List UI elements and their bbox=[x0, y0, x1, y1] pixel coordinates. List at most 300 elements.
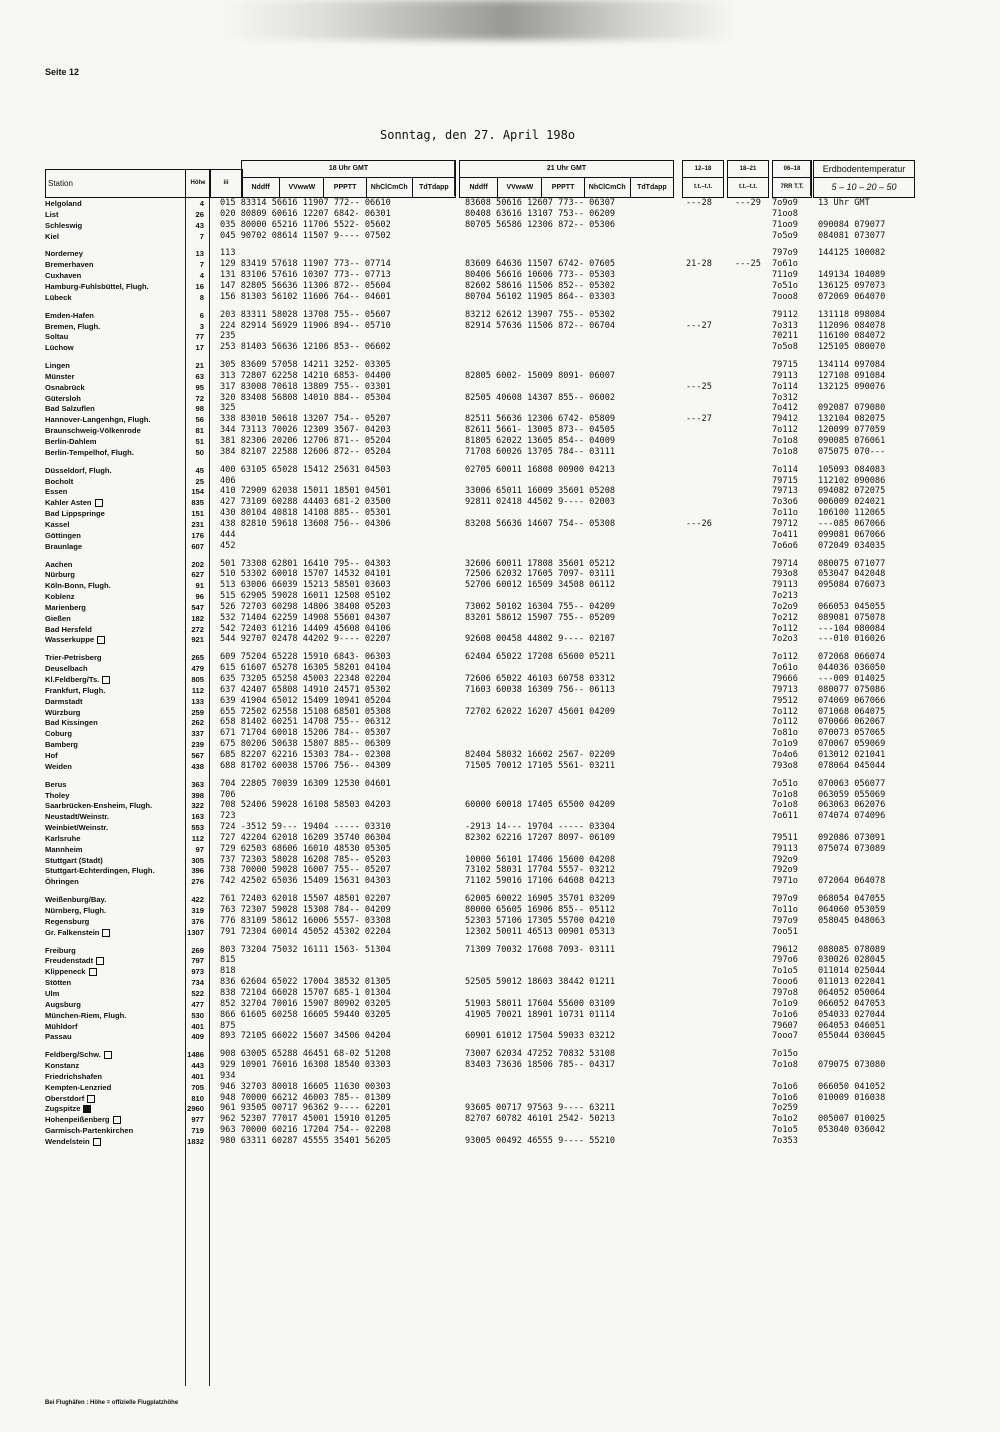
table-row bbox=[0, 321, 1000, 332]
station-name bbox=[45, 613, 71, 624]
cell-g1: 836 62604 65022 17004 38532 01305 bbox=[220, 977, 391, 988]
cell-d: 066050 041052 bbox=[818, 1081, 886, 1092]
table-row bbox=[0, 728, 1000, 739]
mountain-station-box-icon bbox=[87, 1095, 95, 1103]
cell-d: 092086 073091 bbox=[818, 832, 886, 843]
cell-g2: 52706 60012 16509 34508 06112 bbox=[465, 580, 616, 591]
cell-g1: 325 bbox=[220, 403, 236, 414]
cell-d: 106100 112065 bbox=[818, 508, 886, 519]
cell-c: 79714 bbox=[772, 558, 798, 569]
station-name bbox=[45, 1010, 126, 1021]
cell-g2: 92811 02418 44502 9---- 02003 bbox=[465, 497, 616, 508]
cell-c: 7o11o bbox=[772, 508, 798, 519]
cell-g2: 51903 58011 17604 55600 03109 bbox=[465, 998, 616, 1009]
table-row bbox=[0, 779, 1000, 790]
cell-g1: 708 52406 59028 16108 58503 04203 bbox=[220, 800, 391, 811]
cell-hohe: 6 bbox=[199, 310, 204, 320]
table-row bbox=[0, 198, 1000, 209]
station-name-text: Marienberg bbox=[45, 602, 86, 612]
station-name-text: Emden-Hafen bbox=[45, 310, 94, 320]
cell-d: 053047 042048 bbox=[818, 569, 886, 580]
cell-d: 149134 104089 bbox=[818, 270, 886, 281]
station-name bbox=[45, 1071, 102, 1082]
cell-hohe: 176 bbox=[191, 530, 204, 540]
station-name-text: Bremerhaven bbox=[45, 260, 94, 270]
cell-g1: 147 82805 56636 11306 872-- 05604 bbox=[220, 280, 391, 291]
cell-c: 79113 bbox=[772, 370, 798, 381]
cell-c: 7o5o8 bbox=[772, 342, 798, 353]
table-row bbox=[0, 822, 1000, 833]
station-name bbox=[45, 486, 67, 497]
erdboden-depths: 5 – 10 – 20 – 50 bbox=[831, 182, 897, 192]
station-name bbox=[45, 811, 109, 822]
station-name bbox=[45, 198, 82, 209]
cell-d: 013012 021041 bbox=[818, 749, 886, 760]
cell-g1: 704 22805 70039 16309 12530 04601 bbox=[220, 778, 391, 789]
cell-g1: 803 73204 75032 16111 1563- 51304 bbox=[220, 944, 391, 955]
station-name-text: Cuxhaven bbox=[45, 271, 82, 281]
cell-g1: 737 72303 58028 16208 785-- 05203 bbox=[220, 854, 391, 865]
cell-c: 7o1o5 bbox=[772, 1125, 798, 1136]
cell-c: 79112 bbox=[772, 309, 798, 320]
table-row bbox=[0, 966, 1000, 977]
cell-d: 134114 097084 bbox=[818, 360, 886, 371]
cell-d: 075074 073089 bbox=[818, 843, 886, 854]
cell-d: ---009 014025 bbox=[818, 674, 886, 684]
cell-hohe: 202 bbox=[191, 559, 204, 569]
cell-c: 71oo8 bbox=[772, 208, 798, 219]
cell-hohe: 607 bbox=[191, 541, 204, 551]
cell-hohe: 401 bbox=[191, 1021, 204, 1031]
station-name-text: Münster bbox=[45, 371, 75, 381]
cell-g2: 02705 60011 16808 00900 04213 bbox=[465, 464, 616, 475]
cell-g1: 948 70000 66212 46003 785-- 01309 bbox=[220, 1092, 391, 1103]
table-row bbox=[0, 331, 1000, 342]
cell-hohe: 805 bbox=[191, 675, 204, 684]
c3-top: 06–18 bbox=[773, 161, 811, 178]
cell-c: 797o9 bbox=[772, 894, 798, 905]
cell-g1: 224 82914 56929 11906 894-- 05710 bbox=[220, 320, 391, 331]
cell-b: ---29 bbox=[735, 198, 761, 208]
cell-d: 070067 059069 bbox=[818, 739, 886, 750]
station-name bbox=[45, 591, 75, 602]
cell-g1: 934 bbox=[220, 1070, 236, 1081]
station-name bbox=[45, 790, 69, 801]
cell-hohe: 276 bbox=[191, 877, 204, 887]
mountain-station-box-icon bbox=[89, 968, 97, 976]
station-name-text: Nürburg bbox=[45, 570, 75, 580]
station-name-text: Kahler Asten bbox=[45, 498, 92, 508]
station-name-text: Bremen, Flugh. bbox=[45, 321, 101, 331]
station-name bbox=[45, 977, 71, 988]
cell-g2: 83608 50616 12607 773-- 06307 bbox=[465, 198, 616, 208]
cell-d: 064060 053059 bbox=[818, 905, 886, 915]
cell-d: 011014 025044 bbox=[818, 966, 886, 977]
station-name-text: Bad Hersfeld bbox=[45, 624, 92, 634]
cell-d: 112102 090086 bbox=[818, 475, 886, 486]
cell-hohe: 151 bbox=[191, 509, 204, 519]
table-row bbox=[0, 382, 1000, 393]
cell-g1: 338 83010 50618 13207 754-- 05207 bbox=[220, 414, 391, 425]
cell-d: 072049 034035 bbox=[818, 540, 886, 551]
cell-c: 79666 bbox=[772, 674, 798, 684]
station-name bbox=[45, 717, 98, 728]
table-row bbox=[0, 739, 1000, 750]
station-name bbox=[45, 371, 75, 382]
erdboden-title: Erdbodentemperatur bbox=[814, 161, 914, 178]
cell-d: 090085 076061 bbox=[818, 436, 886, 446]
mountain-station-box-icon bbox=[96, 957, 104, 965]
station-name-text: Feldberg/Schw. bbox=[45, 1050, 101, 1060]
table-row bbox=[0, 1103, 1000, 1114]
station-name bbox=[45, 497, 103, 508]
table-row bbox=[0, 508, 1000, 519]
cell-hohe: 1486 bbox=[187, 1050, 204, 1060]
table-row bbox=[0, 1082, 1000, 1093]
station-name bbox=[45, 231, 59, 242]
cell-c: 79612 bbox=[772, 944, 798, 955]
cell-g1: 980 63311 60287 45555 35401 56205 bbox=[220, 1136, 391, 1146]
cell-g1: 763 72307 59028 15308 784-- 04209 bbox=[220, 905, 391, 915]
cell-hohe: 376 bbox=[191, 916, 204, 926]
station-name-text: Ulm bbox=[45, 988, 60, 998]
table-row bbox=[0, 360, 1000, 371]
cell-hohe: 262 bbox=[191, 718, 204, 728]
station-name-text: Freudenstadt bbox=[45, 956, 94, 966]
station-name-text: Berus bbox=[45, 779, 67, 789]
cell-c: 7o6o6 bbox=[772, 540, 798, 551]
cell-hohe: 21 bbox=[195, 361, 204, 371]
table-row bbox=[0, 559, 1000, 570]
station-name bbox=[45, 1136, 101, 1147]
station-name bbox=[45, 569, 75, 580]
station-name bbox=[45, 602, 86, 613]
station-name-text: Klippeneck bbox=[45, 967, 86, 977]
cell-hohe: 977 bbox=[191, 1115, 204, 1125]
cell-g2: 82611 5661- 13005 873-- 04505 bbox=[465, 425, 616, 436]
g18-col-1: Nddff bbox=[242, 178, 280, 197]
cell-hohe: 810 bbox=[191, 1093, 204, 1103]
mountain-station-box-icon bbox=[95, 499, 103, 507]
cell-hohe: 3 bbox=[199, 321, 204, 331]
cell-hohe: 443 bbox=[191, 1061, 204, 1071]
cell-d: 131118 098084 bbox=[818, 309, 886, 320]
cell-a: 21-28 bbox=[686, 259, 712, 270]
station-name-text: Braunschweig-Völkenrode bbox=[45, 426, 141, 436]
cell-g2: -2913 14--- 19704 ----- 03304 bbox=[465, 822, 616, 833]
cell-hohe: 530 bbox=[191, 1010, 204, 1020]
hoehe-header bbox=[185, 169, 211, 198]
cell-d: ---104 080084 bbox=[818, 623, 886, 634]
table-row bbox=[0, 977, 1000, 988]
station-name-text: Gütersloh bbox=[45, 393, 81, 403]
station-name bbox=[45, 1049, 112, 1060]
station-name-text: Frankfurt, Flugh. bbox=[45, 685, 106, 695]
cell-c: 7o312 bbox=[772, 392, 798, 403]
table-row bbox=[0, 999, 1000, 1010]
table-row bbox=[0, 790, 1000, 801]
cell-g1: 729 62503 68606 16010 48530 05305 bbox=[220, 843, 391, 854]
station-name-text: Konstanz bbox=[45, 1061, 80, 1071]
cell-d: ---085 067066 bbox=[818, 518, 886, 529]
station-name bbox=[45, 281, 149, 292]
cell-g1: 400 63105 65028 15412 25631 04503 bbox=[220, 464, 391, 475]
cell-g1: 313 72807 62258 14210 6853- 04400 bbox=[220, 370, 391, 381]
station-name bbox=[45, 988, 59, 999]
cell-d: 132125 090076 bbox=[818, 381, 886, 392]
cell-g1: 235 bbox=[220, 331, 236, 342]
group-18-header bbox=[241, 160, 456, 198]
cell-hohe: 337 bbox=[191, 729, 204, 739]
cell-hohe: 272 bbox=[191, 624, 204, 634]
station-name-text: Bamberg bbox=[45, 740, 78, 750]
station-name-text: Stuttgart (Stadt) bbox=[45, 855, 103, 865]
cell-g2: 52505 59012 18603 38442 01211 bbox=[465, 977, 616, 988]
cell-d: 112096 084078 bbox=[818, 320, 886, 331]
station-name bbox=[45, 800, 152, 811]
cell-g1: 406 bbox=[220, 475, 236, 486]
station-name bbox=[45, 696, 83, 707]
cell-hohe: 45 bbox=[195, 465, 204, 475]
table-row bbox=[0, 530, 1000, 541]
cell-g1: 317 83008 70618 13809 755-- 03301 bbox=[220, 381, 391, 392]
cell-g1: 129 83419 57618 11907 773-- 07714 bbox=[220, 259, 391, 270]
station-name-text: Hof bbox=[45, 750, 58, 760]
table-row bbox=[0, 894, 1000, 905]
cell-g1: 818 bbox=[220, 966, 236, 977]
cell-c: 7o212 bbox=[772, 612, 798, 623]
cell-g1: 961 93505 00717 96362 9---- 62201 bbox=[220, 1103, 391, 1114]
cell-c: 7o1o8 bbox=[772, 436, 798, 446]
cell-d: 116100 084072 bbox=[818, 331, 886, 342]
table-row bbox=[0, 652, 1000, 663]
station-name-text: Zugspitze bbox=[45, 1104, 81, 1114]
cell-g1: 203 83311 58028 13708 755-- 05607 bbox=[220, 309, 391, 320]
cell-hohe: 96 bbox=[195, 592, 204, 602]
station-name bbox=[45, 519, 70, 530]
station-name bbox=[45, 331, 68, 342]
table-row bbox=[0, 876, 1000, 887]
station-name-text: Öhringen bbox=[45, 877, 79, 887]
table-row bbox=[0, 248, 1000, 259]
cell-c: 793o8 bbox=[772, 760, 798, 771]
table-row bbox=[0, 292, 1000, 303]
cell-g2: 71603 60038 16309 756-- 06113 bbox=[465, 684, 616, 695]
cell-hohe: 112 bbox=[191, 685, 204, 695]
station-name-text: Stötten bbox=[45, 978, 72, 988]
cell-d: 095084 076073 bbox=[818, 580, 886, 591]
cell-c: 7o112 bbox=[772, 623, 798, 634]
iii-header bbox=[209, 169, 243, 198]
station-name bbox=[45, 865, 155, 876]
station-name-text: Essen bbox=[45, 487, 68, 497]
station-name-text: Oberstdorf bbox=[45, 1093, 85, 1103]
cell-hohe: 4 bbox=[199, 271, 204, 281]
cell-g1: 305 83609 57058 14211 3252- 03305 bbox=[220, 360, 391, 371]
table-row bbox=[0, 465, 1000, 476]
table-row bbox=[0, 717, 1000, 728]
cell-c: 7o1o8 bbox=[772, 789, 798, 800]
cell-hohe: 72 bbox=[195, 393, 204, 403]
cell-g1: 962 52307 77017 45001 15910 01205 bbox=[220, 1114, 391, 1125]
station-name bbox=[45, 894, 106, 905]
cell-d: 010009 016038 bbox=[818, 1092, 886, 1103]
cell-d: 063059 055069 bbox=[818, 789, 886, 800]
table-row bbox=[0, 634, 1000, 645]
station-name bbox=[45, 1125, 133, 1136]
cell-g1: 615 61607 65278 16305 58201 04104 bbox=[220, 663, 391, 674]
station-name-text: Göttingen bbox=[45, 530, 81, 540]
cell-g1: 131 83106 57616 10307 773-- 07713 bbox=[220, 270, 391, 281]
cell-c: 7o51o bbox=[772, 280, 798, 291]
cell-d: 075075 070--- bbox=[818, 446, 886, 457]
cell-d: 099081 067066 bbox=[818, 529, 886, 540]
cell-g2: 80704 56102 11905 864-- 03303 bbox=[465, 291, 616, 302]
cell-g1: 815 bbox=[220, 955, 236, 966]
station-name bbox=[45, 1114, 121, 1125]
cell-g1: 381 82306 20206 12706 871-- 05204 bbox=[220, 436, 391, 446]
cell-hohe: 26 bbox=[195, 209, 204, 219]
cell-hohe: 259 bbox=[191, 707, 204, 717]
station-name-text: Bocholt bbox=[45, 476, 74, 486]
cell-g1: 727 42204 62018 16209 35740 06304 bbox=[220, 832, 391, 843]
table-row bbox=[0, 811, 1000, 822]
station-name bbox=[45, 999, 81, 1010]
cell-c: 793o8 bbox=[772, 569, 798, 580]
cell-hohe: 77 bbox=[195, 332, 204, 342]
cell-g1: 020 80809 60616 12207 6842- 06301 bbox=[220, 208, 391, 219]
table-row bbox=[0, 541, 1000, 552]
table-row bbox=[0, 1060, 1000, 1071]
cell-c: 79712 bbox=[772, 518, 798, 529]
cell-d: 144125 100082 bbox=[818, 248, 886, 259]
cell-g1: 675 80206 50638 15807 885-- 06309 bbox=[220, 739, 391, 750]
table-row bbox=[0, 1071, 1000, 1082]
iii-header-label: iii bbox=[223, 180, 229, 186]
cell-c: 7ooo6 bbox=[772, 977, 798, 988]
cell-c: 792o9 bbox=[772, 865, 798, 876]
cell-d: 084081 073077 bbox=[818, 230, 886, 241]
cell-g1: 761 72403 62018 15507 48501 02207 bbox=[220, 894, 391, 905]
cell-g1: 544 92707 02478 44202 9---- 02207 bbox=[220, 634, 391, 645]
cell-hohe: 154 bbox=[191, 487, 204, 497]
table-row bbox=[0, 220, 1000, 231]
station-name bbox=[45, 728, 72, 739]
table-row bbox=[0, 1136, 1000, 1147]
station-name bbox=[45, 541, 82, 552]
station-name-text: Lingen bbox=[45, 361, 70, 371]
cell-g1: 671 71704 60018 15206 784-- 05307 bbox=[220, 728, 391, 739]
cell-g1: 852 32704 70016 15907 80902 03205 bbox=[220, 998, 391, 1009]
station-name bbox=[45, 674, 110, 685]
cell-d: 074069 067066 bbox=[818, 695, 886, 706]
cell-hohe: 13 bbox=[195, 249, 204, 259]
table-row bbox=[0, 497, 1000, 508]
station-name bbox=[45, 1093, 95, 1104]
station-name bbox=[45, 966, 97, 977]
cell-hohe: 163 bbox=[191, 812, 204, 822]
station-name-text: Aachen bbox=[45, 559, 73, 569]
cell-hohe: 8 bbox=[199, 292, 204, 302]
hoehe-header-label: Höhe bbox=[190, 180, 206, 186]
station-name-text: Lübeck bbox=[45, 292, 72, 302]
cell-d: 072068 066074 bbox=[818, 652, 886, 663]
cell-g1: 875 bbox=[220, 1020, 236, 1031]
station-name bbox=[45, 1103, 91, 1114]
cell-g1: 532 71404 62259 14908 55601 04307 bbox=[220, 612, 391, 623]
mountain-station-box-icon bbox=[102, 929, 110, 937]
cell-g1: 685 82207 62216 15303 784-- 02308 bbox=[220, 749, 391, 760]
cell-c: 7o61o bbox=[772, 259, 798, 270]
table-row bbox=[0, 750, 1000, 761]
table-row bbox=[0, 231, 1000, 242]
cell-c: 79713 bbox=[772, 684, 798, 695]
cell-c: 79715 bbox=[772, 475, 798, 486]
mountain-station-box-icon bbox=[102, 676, 110, 684]
cell-c: 7o112 bbox=[772, 717, 798, 728]
cell-c: 79511 bbox=[772, 832, 798, 843]
cell-g2: 80406 56616 10606 773-- 05303 bbox=[465, 270, 616, 281]
g18-col-2: VVwwW bbox=[280, 178, 324, 197]
g18-col-5: TdTdapp bbox=[419, 184, 449, 191]
cell-g2: 93605 00717 97563 9---- 63211 bbox=[465, 1103, 616, 1114]
cell-hohe: 734 bbox=[191, 978, 204, 988]
cell-d: 066052 047053 bbox=[818, 998, 886, 1009]
table-row bbox=[0, 905, 1000, 916]
cell-hohe: 305 bbox=[191, 855, 204, 865]
cell-hohe: 479 bbox=[191, 664, 204, 674]
station-name-text: Mühldorf bbox=[45, 1021, 78, 1031]
station-name bbox=[45, 580, 111, 591]
station-name bbox=[45, 209, 59, 220]
station-name bbox=[45, 833, 80, 844]
cell-c: 7o353 bbox=[772, 1136, 798, 1146]
cell-d: 13 Uhr GMT bbox=[818, 198, 870, 208]
cell-hohe: 51 bbox=[195, 437, 204, 446]
cell-c: 7ooo7 bbox=[772, 1031, 798, 1042]
station-name-text: Coburg bbox=[45, 729, 72, 739]
cell-g2: 71708 60026 13705 784-- 03111 bbox=[465, 446, 616, 457]
station-name-text: Helgoland bbox=[45, 199, 82, 208]
cell-g2: 80705 56586 12306 872-- 05306 bbox=[465, 219, 616, 230]
station-name bbox=[45, 1060, 79, 1071]
cell-g1: 515 62905 59028 16011 12508 05102 bbox=[220, 591, 391, 602]
c2-top: 18–21 bbox=[728, 161, 768, 178]
cell-a: ---28 bbox=[686, 198, 712, 208]
cell-c: 79512 bbox=[772, 695, 798, 706]
cell-hohe: 409 bbox=[191, 1032, 204, 1042]
station-name-text: Würzburg bbox=[45, 707, 81, 717]
station-name bbox=[45, 270, 81, 281]
table-row bbox=[0, 685, 1000, 696]
cell-g2: 73102 58031 17704 5557- 03212 bbox=[465, 865, 616, 876]
cell-g2: 32606 60011 17808 35601 05212 bbox=[465, 558, 616, 569]
cell-d: 090084 079077 bbox=[818, 219, 886, 230]
station-name-text: Tholey bbox=[45, 790, 70, 800]
cell-c: 7o9o9 bbox=[772, 198, 798, 208]
cell-c: 7o1o6 bbox=[772, 1092, 798, 1103]
cell-hohe: 627 bbox=[191, 570, 204, 580]
cell-g1: 045 90702 08614 11507 9---- 07502 bbox=[220, 230, 391, 241]
station-name-text: Stuttgart-Echterdingen, Flugh. bbox=[45, 866, 155, 876]
table-row bbox=[0, 436, 1000, 447]
station-name-text: Gr. Falkenstein bbox=[45, 927, 100, 937]
cell-b: ---25 bbox=[735, 259, 761, 270]
cell-c: 7o1o9 bbox=[772, 998, 798, 1009]
mountain-station-box-icon bbox=[93, 1138, 101, 1146]
mountain-station-box-icon bbox=[104, 1051, 112, 1059]
cell-g1: 526 72703 60298 14806 38408 05203 bbox=[220, 601, 391, 612]
